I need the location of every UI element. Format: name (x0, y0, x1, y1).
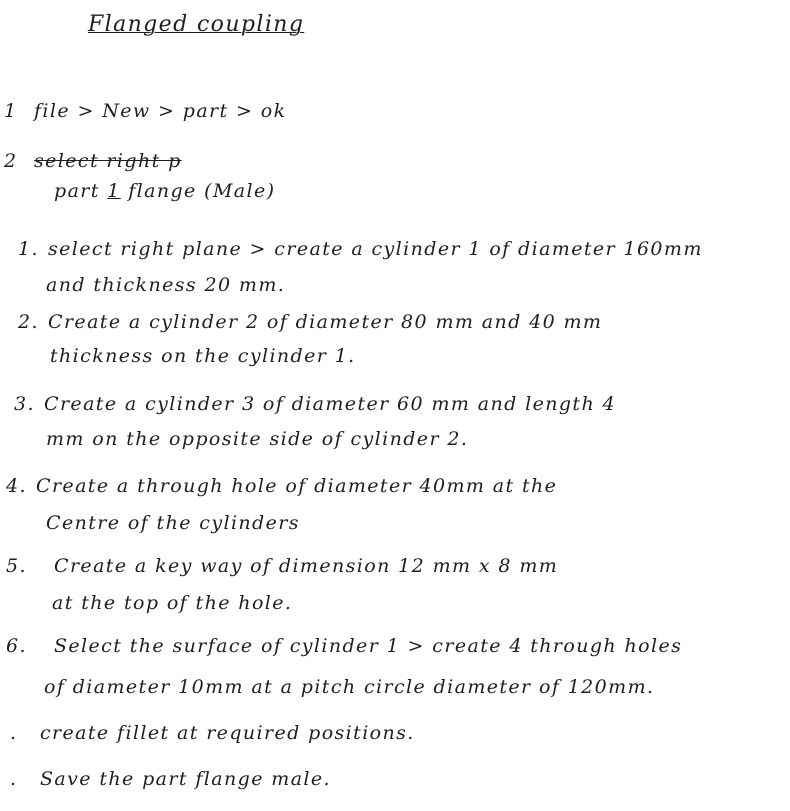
item-5-line-1: 5. Create a key way of dimension 12 mm x 8 mm (6, 555, 559, 577)
item-2-number: 2. (18, 311, 39, 333)
bullet-save-text: Save the part flange male. (40, 768, 331, 790)
item-3-line-1: 3. Create a cylinder 3 of diameter 60 mm and length 4 (14, 393, 617, 415)
item-3-number: 3. (14, 393, 35, 415)
item-2-line-1: 2. Create a cylinder 2 of diameter 80 mm and 40 mm (18, 311, 603, 333)
item-6-line-2: of diameter 10mm at a pitch circle diameter of 120mm. (44, 676, 655, 698)
item-2-line-2: thickness on the cylinder 1. (50, 345, 356, 367)
bullet-fillet (10, 722, 415, 744)
step-2-struck-text: select right p (34, 150, 182, 172)
item-4-line-2: Centre of the cylinders (46, 512, 300, 534)
bullet-save (10, 768, 331, 790)
item-1-line-2: and thickness 20 mm. (46, 274, 286, 296)
bullet-fillet-text: create fillet at required positions. (40, 722, 415, 744)
item-4-number: 4. (6, 475, 27, 497)
item-1-line-1: 1. select right plane > create a cylinder 1 of diameter 160mm (18, 238, 703, 260)
part-heading-prefix: part (54, 180, 100, 202)
item-3-line-2: mm on the opposite side of cylinder 2. (46, 428, 469, 450)
item-6-number: 6. (6, 635, 27, 657)
step-1-number: 1 (4, 100, 18, 122)
item-4-line-1: 4. Create a through hole of diameter 40mm at the (6, 475, 558, 497)
step-2-number: 2 (4, 150, 18, 172)
item-6-line-1: 6. Select the surface of cylinder 1 > create 4 through holes (6, 635, 683, 657)
item-1-number: 1. (18, 238, 39, 260)
page-title: Flanged coupling (88, 12, 305, 37)
step-1-text: file > New > part > ok (34, 100, 287, 122)
part-heading-number: 1 (107, 180, 121, 202)
step-1 (4, 100, 287, 122)
step-2 (4, 150, 182, 172)
part-heading-name: flange (Male) (128, 180, 276, 202)
part-heading (54, 180, 275, 202)
item-5-number: 5. (6, 555, 27, 577)
bullet-fillet-mark: . (10, 722, 18, 744)
item-5-line-2: at the top of the hole. (52, 592, 293, 614)
bullet-save-mark: . (10, 768, 18, 790)
